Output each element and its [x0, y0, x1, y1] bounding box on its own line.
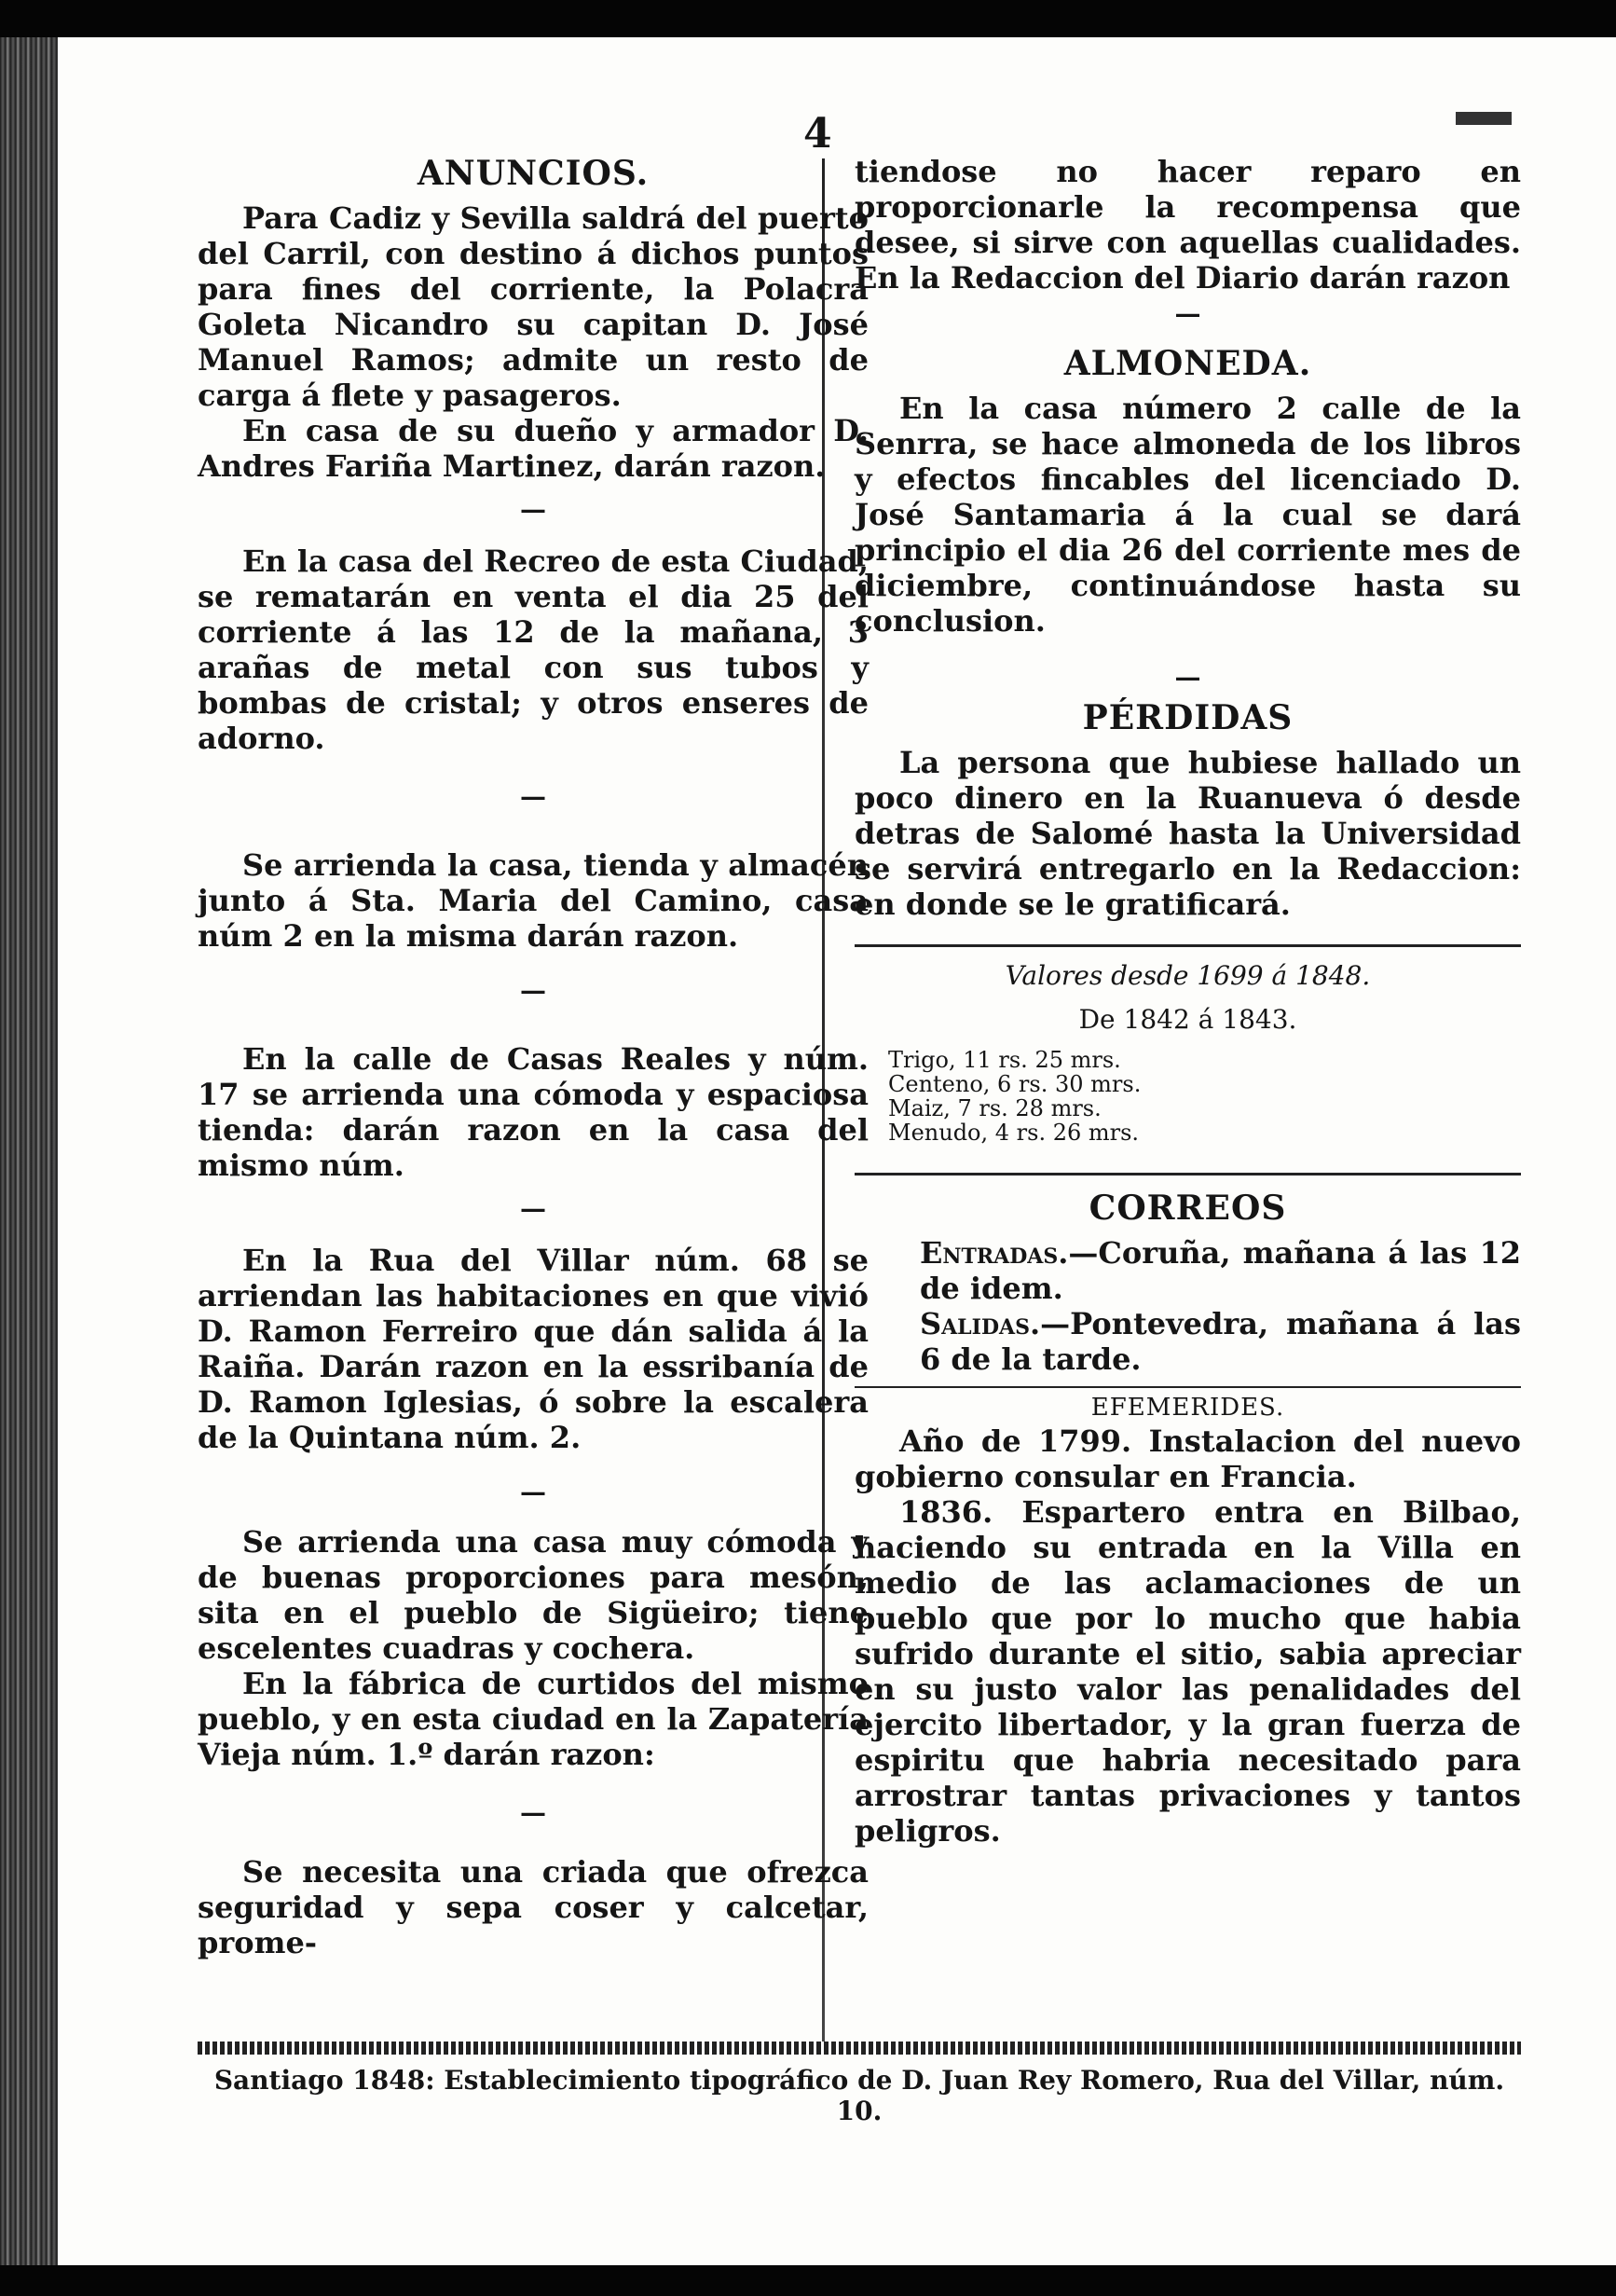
separator: — — [1174, 298, 1201, 329]
ad-santa-maria-camino: Se arrienda la casa, tienda y almacén junto á Sta. Maria del Camino, casa núm 2 en la misma darán razon. — [198, 847, 869, 954]
ad-casa-recreo: En la casa del Recreo de esta Ciudad, se rematarán en venta el dia 25 del corriente á las 12 de la mañana, 3 arañas de metal con sus tubos y bombas de cristal; y otros enseres de adorno. — [198, 543, 869, 756]
separator: — — [520, 975, 546, 1006]
salidas-label: Salidas. — [920, 1306, 1041, 1341]
ad-sigueiro-casa: Se arrienda una casa muy cómoda y de buenas proporciones para mesón, sita en el pueblo de Sigüeiro; tiene escelentes cuadras y cochera. — [198, 1524, 869, 1666]
right-column — [855, 154, 1521, 1849]
footer-ornament-rule — [198, 2042, 1521, 2055]
separator: — — [520, 1193, 546, 1224]
entradas-text: —Coruña, mañana á las 12 de idem. — [920, 1235, 1521, 1306]
values-subtitle: De 1842 á 1843. — [1078, 1004, 1297, 1035]
ad-rua-villar: En la Rua del Villar núm. 68 se arriendan las habitaciones en que vivió D. Ramon Ferreiro que dán salida á la Raiña. Darán razon en la essribanía de D. Ramon Iglesias, ó sobre la escalera de la Quintana núm. 2. — [198, 1243, 869, 1455]
scan-border-bottom — [0, 2265, 1616, 2296]
almoneda-text: En la casa número 2 calle de la Senrra, se hace almoneda de los libros y efectos fincables del licenciado D. José Santamaria á la cual se dará principio el dia 26 del corriente mes de diciembre, continuándose hasta su conclusion. — [855, 391, 1521, 639]
value-row: Maiz, 7 rs. 28 mrs. — [888, 1095, 1102, 1121]
separator: — — [520, 494, 546, 525]
value-row: Trigo, 11 rs. 25 mrs. — [888, 1047, 1121, 1073]
scan-border-top — [0, 0, 1616, 37]
left-column — [198, 154, 869, 1960]
salidas-text: —Pontevedra, mañana á las 6 de la tarde. — [920, 1306, 1521, 1377]
newspaper-page — [58, 37, 1616, 2265]
ad-sigueiro-contact: En la fábrica de curtidos del mismo pueblo, y en esta ciudad en la Zapatería Vieja núm. 1.º darán razon: — [198, 1666, 869, 1772]
values-list — [855, 1048, 1521, 1145]
correos-entradas — [855, 1235, 1521, 1306]
value-row: Centeno, 6 rs. 30 mrs. — [888, 1071, 1142, 1097]
efemeride-1836: 1836. Espartero entra en Bilbao, haciendo su entrada en la Villa en medio de las aclamaciones de un pueblo que por lo mucho que habia sufrido durante el sitio, sabia apreciar en su justo valor las penalidades del ejercito libertador, y la gran fuerza de espiritu que habria necesitado para arrostrar tantas privaciones y tantos peligros. — [855, 1494, 1521, 1849]
imprint-footer: Santiago 1848: Establecimiento tipográfico de D. Juan Rey Romero, Rua del Villar, núm. 10. — [213, 2065, 1505, 2126]
ad-criada: Se necesita una criada que ofrezca seguridad y sepa coser y calcetar, prome- — [198, 1854, 869, 1960]
section-heading-perdidas: PÉRDIDAS — [1082, 698, 1294, 737]
ad-polacra-contact: En casa de su dueño y armador D. Andres Fariña Martinez, darán razon. — [198, 413, 869, 484]
separator: — — [520, 781, 546, 812]
horizontal-rule — [855, 1173, 1521, 1175]
corner-ornament — [1456, 112, 1512, 125]
separator: — — [520, 1477, 546, 1507]
entradas-label: Entradas. — [920, 1235, 1069, 1271]
section-heading-anuncios: ANUNCIOS. — [417, 154, 650, 193]
section-heading-efemerides: EFEMERIDES. — [1090, 1394, 1285, 1422]
section-heading-almoneda: ALMONEDA. — [1063, 344, 1312, 383]
correos-salidas — [855, 1306, 1521, 1377]
scan-binding-edge — [0, 37, 58, 2265]
horizontal-rule — [855, 1386, 1521, 1388]
efemeride-1799: Año de 1799. Instalacion del nuevo gobierno consular en Francia. — [855, 1423, 1521, 1494]
section-heading-correos: CORREOS — [1089, 1189, 1287, 1228]
value-row: Menudo, 4 rs. 26 mrs. — [888, 1120, 1140, 1146]
ad-casas-reales: En la calle de Casas Reales y núm. 17 se arrienda una cómoda y espaciosa tienda: darán razon en la casa del mismo núm. — [198, 1041, 869, 1183]
separator: — — [1174, 662, 1201, 693]
page-number: 4 — [803, 110, 832, 158]
horizontal-rule — [855, 944, 1521, 947]
values-title: Valores desde 1699 á 1848. — [1005, 960, 1371, 991]
separator: — — [520, 1797, 546, 1828]
ad-polacra-nicandro: Para Cadiz y Sevilla saldrá del puerto del Carril, con destino á dichos puntos para fines del corriente, la Polacra Goleta Nicandro su capitan D. José Manuel Ramos; admite un resto de carga á flete y pasageros. — [198, 200, 869, 413]
ad-criada-continued: tiendose no hacer reparo en proporcionarle la recompensa que desee, si sirve con aquellas cualidades. En la Redaccion del Diario darán razon — [855, 154, 1521, 296]
perdidas-text: La persona que hubiese hallado un poco dinero en la Ruanueva ó desde detras de Salomé hasta la Universidad se servirá entregarlo en la Redaccion: en donde se le gratificará. — [855, 745, 1521, 922]
